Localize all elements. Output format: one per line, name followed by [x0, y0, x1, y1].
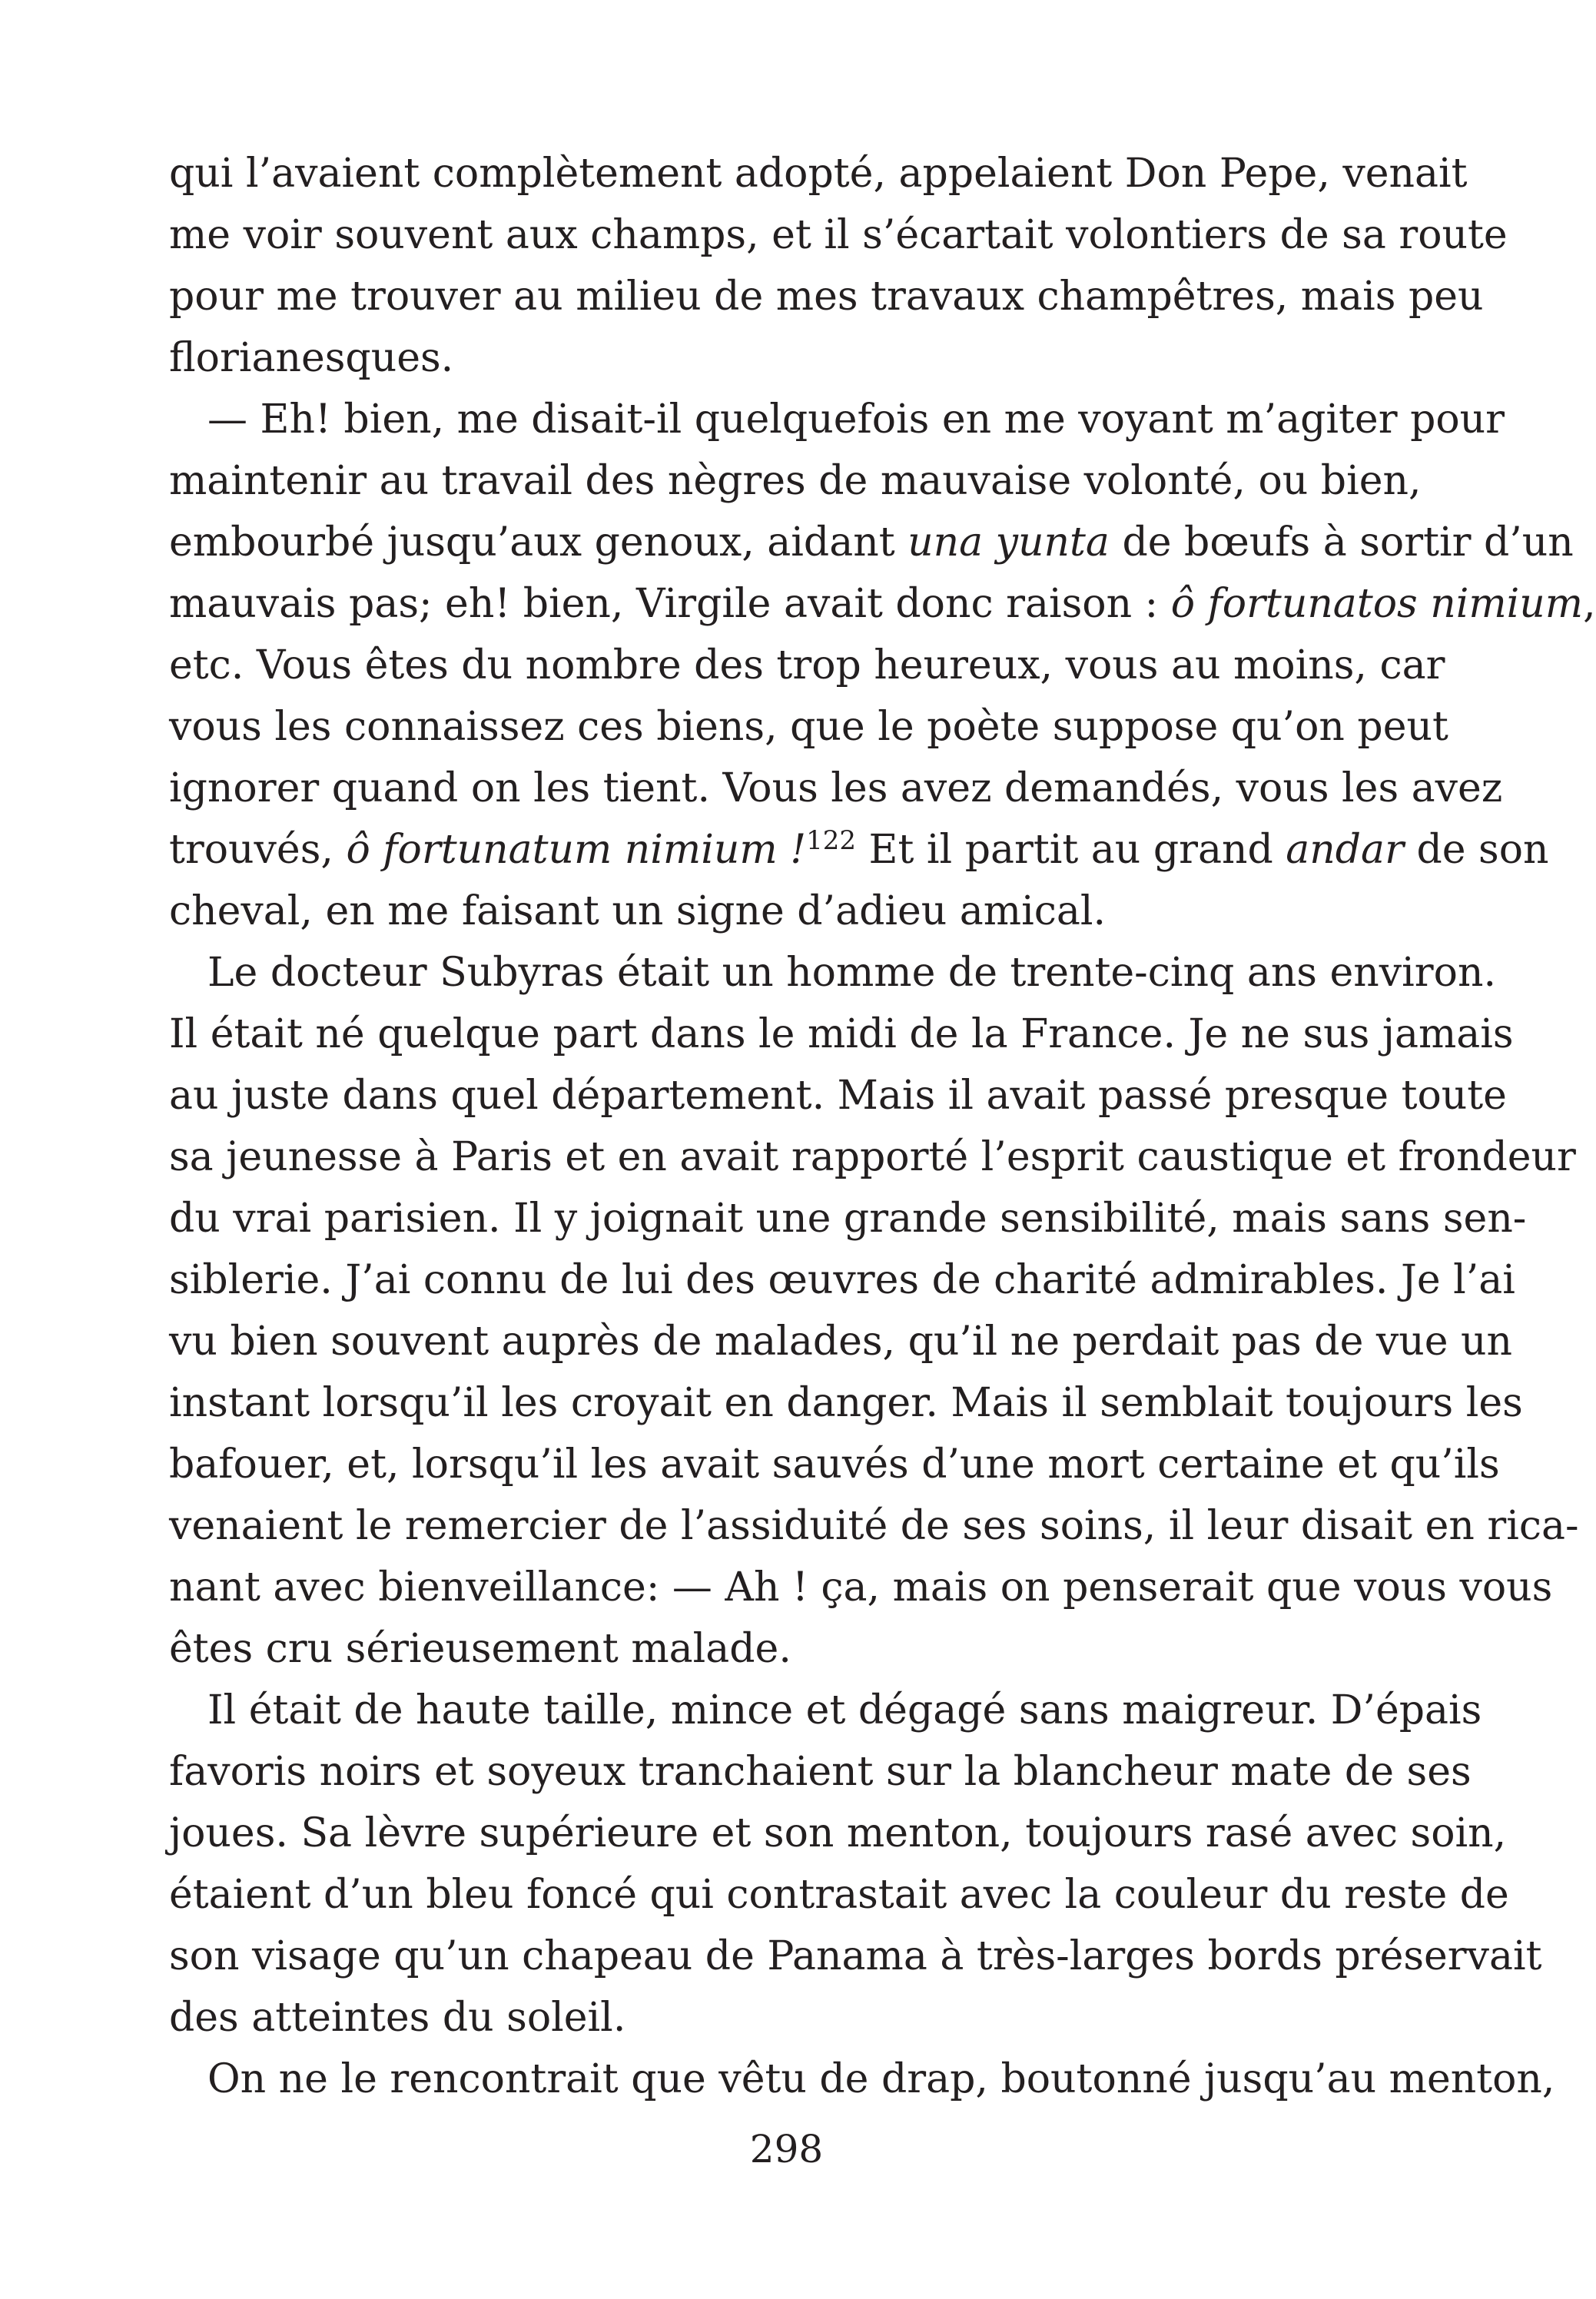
text-line: qui l’avaient complètement adopté, appelaient Don Pepe, venait [169, 151, 1468, 197]
text-line: favoris noirs et soyeux tranchaient sur la blancheur mate de ses [169, 1749, 1472, 1795]
text-line: étaient d’un bleu foncé qui contrastait avec la couleur du reste de [169, 1872, 1509, 1918]
text-line: me voir souvent aux champs, et il s’écartait volontiers de sa route [169, 212, 1508, 258]
text-line [169, 819, 1549, 881]
footnote-reference: 122 [806, 825, 856, 856]
italic-phrase: andar [1286, 827, 1404, 873]
text-line: son visage qu’un chapeau de Panama à très-larges bords préservait [169, 1933, 1542, 1979]
italic-phrase: ô fortunatos nimium [1170, 581, 1584, 627]
text-segment: , [1583, 581, 1596, 627]
text-line: siblerie. J’ai connu de lui des œuvres de charité admirables. Je l’ai [169, 1257, 1515, 1303]
body-text [169, 143, 1596, 2110]
text-line: vu bien souvent auprès de malades, qu’il ne perdait pas de vue un [169, 1319, 1513, 1365]
text-line: joues. Sa lèvre supérieure et son menton, toujours rasé avec soin, [169, 1810, 1507, 1856]
text-line: vous les connaissez ces biens, que le poète suppose qu’on peut [169, 704, 1448, 750]
text-line: bafouer, et, lorsqu’il les avait sauvés d’une mort certaine et qu’ils [169, 1441, 1500, 1488]
text-line: ignorer quand on les tient. Vous les avez demandés, vous les avez [169, 765, 1503, 811]
text-line: Le docteur Subyras était un homme de trente-cinq ans environ. [207, 950, 1496, 996]
text-line [169, 573, 1596, 635]
text-line: venaient le remercier de l’assiduité de ses soins, il leur disait en rica- [169, 1503, 1579, 1549]
text-line: cheval, en me faisant un signe d’adieu amical. [169, 888, 1107, 934]
text-line: au juste dans quel département. Mais il avait passé presque toute [169, 1073, 1507, 1119]
italic-phrase: ô fortunatum nimium ! [346, 827, 807, 873]
text-segment: de bœufs à sortir d’un [1109, 519, 1574, 566]
text-segment: Et il partit au grand [856, 827, 1286, 873]
text-line: instant lorsqu’il les croyait en danger. Mais il semblait toujours les [169, 1380, 1523, 1426]
italic-phrase: una yunta [907, 519, 1110, 566]
text-line: Il était de haute taille, mince et dégagé sans maigreur. D’épais [207, 1687, 1482, 1733]
text-line: sa jeunesse à Paris et en avait rapporté l’esprit caustique et frondeur [169, 1134, 1576, 1180]
text-line: maintenir au travail des nègres de mauvaise volonté, ou bien, [169, 458, 1422, 504]
text-segment: de son [1403, 827, 1549, 873]
text-line: On ne le rencontrait que vêtu de drap, boutonné jusqu’au menton, [207, 2056, 1555, 2102]
text-line: Il était né quelque part dans le midi de la France. Je ne sus jamais [169, 1011, 1514, 1057]
text-line: des atteintes du soleil. [169, 1995, 626, 2041]
text-line [169, 512, 1574, 573]
text-line: êtes cru sérieusement malade. [169, 1626, 791, 1672]
text-line: — Eh! bien, me disait-il quelquefois en me voyant m’agiter pour [207, 396, 1505, 443]
text-segment: embourbé jusqu’aux genoux, aidant [169, 519, 908, 566]
text-line: nant avec bienveillance: — Ah ! ça, mais on penserait que vous vous [169, 1564, 1553, 1611]
text-line: pour me trouver au milieu de mes travaux champêtres, mais peu [169, 274, 1484, 320]
text-line: florianesques. [169, 335, 454, 381]
page-number: 298 [749, 2127, 824, 2171]
text-line: du vrai parisien. Il y joignait une grande sensibilité, mais sans sen- [169, 1196, 1527, 1242]
text-line: etc. Vous êtes du nombre des trop heureux, vous au moins, car [169, 642, 1445, 688]
text-segment: mauvais pas; eh! bien, Virgile avait donc raison : [169, 581, 1171, 627]
text-segment: trouvés, [169, 827, 347, 873]
